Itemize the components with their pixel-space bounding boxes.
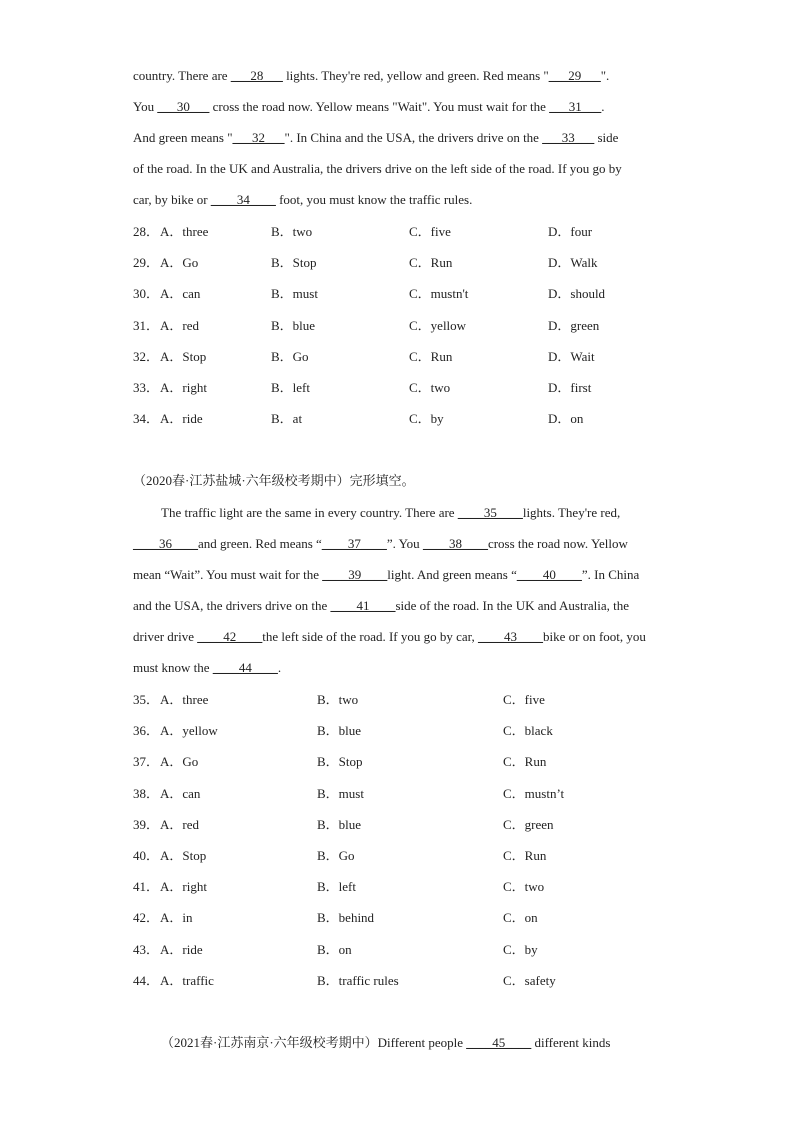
passage-text: ". (600, 68, 610, 83)
passage-line (133, 68, 609, 84)
passage-text: ”. In China (581, 567, 640, 582)
passage-text: ". In China and the USA, the drivers drive on the (284, 130, 543, 145)
passage-text: light. And green means “ (387, 567, 517, 582)
answer-option[interactable]: A．right (160, 380, 207, 395)
passage-text: lights. They're red, yellow and green. Red means " (282, 68, 549, 83)
question-number: 38． (133, 786, 160, 801)
answer-option[interactable]: A．in (160, 910, 193, 925)
answer-blank: ___31___ (549, 99, 602, 114)
answer-option[interactable]: C．mustn't (409, 286, 469, 301)
passage-text: foot, you must know the traffic rules. (275, 192, 473, 207)
answer-option[interactable]: D．green (548, 318, 600, 333)
question-number: 34． (133, 411, 160, 426)
answer-blank: ____39____ (322, 567, 388, 582)
answer-blank: ____44____ (212, 660, 278, 675)
answer-blank: ____45____ (466, 1035, 532, 1050)
answer-blank: ____35____ (457, 505, 523, 520)
answer-option[interactable]: C．green (503, 817, 554, 832)
answer-option[interactable]: B．must (317, 786, 364, 801)
answer-option[interactable]: C．two (409, 380, 451, 395)
question-number: 35． (133, 692, 160, 707)
question-number: 29． (133, 255, 160, 270)
answer-option[interactable]: A．ride (160, 411, 203, 426)
answer-option[interactable]: D．on (548, 411, 584, 426)
answer-option[interactable]: C．mustn’t (503, 786, 565, 801)
question-number: 40． (133, 848, 160, 863)
answer-blank: ___32___ (232, 130, 285, 145)
answer-option[interactable]: B．Go (271, 349, 309, 364)
answer-option[interactable]: D．Wait (548, 349, 595, 364)
passage-text: cross the road now. Yellow means "Wait". You must wait for the (209, 99, 550, 114)
answer-option[interactable]: C．five (409, 224, 451, 239)
question-number: 33． (133, 380, 160, 395)
answer-blank: ____36____ (133, 536, 198, 551)
answer-option[interactable]: C．Run (409, 255, 453, 270)
passage-text: bike or on foot, you (542, 629, 646, 644)
answer-option[interactable]: A．Stop (160, 848, 207, 863)
passage-line (133, 660, 281, 676)
answer-option[interactable]: B．must (271, 286, 318, 301)
answer-option[interactable]: A．red (160, 318, 199, 333)
passage-text: （2021春·江苏南京·六年级校考期中）Different people (161, 1035, 467, 1050)
answer-option[interactable]: C．yellow (409, 318, 467, 333)
passage-text: side (594, 130, 619, 145)
passage-text: mean “Wait”. You must wait for the (133, 567, 323, 582)
answer-option[interactable]: B．left (271, 380, 310, 395)
passage-text: cross the road now. Yellow (487, 536, 628, 551)
answer-option[interactable]: A．traffic (160, 973, 214, 988)
passage-text: lights. They're red, (522, 505, 621, 520)
answer-option[interactable]: D．Walk (548, 255, 598, 270)
answer-option[interactable]: D．should (548, 286, 606, 301)
passage-text: . (277, 660, 282, 675)
question-number: 37． (133, 754, 160, 769)
answer-option[interactable]: A．right (160, 879, 207, 894)
answer-option[interactable]: B．Stop (271, 255, 317, 270)
answer-option[interactable]: B．on (317, 942, 352, 957)
answer-option[interactable]: C．on (503, 910, 538, 925)
passage-text: country. There are (133, 68, 231, 83)
answer-option[interactable]: A．Go (160, 754, 199, 769)
question-number: 32． (133, 349, 160, 364)
answer-option[interactable]: B．blue (317, 723, 362, 738)
answer-option[interactable]: C．two (503, 879, 545, 894)
passage-line (133, 629, 646, 645)
answer-option[interactable]: A．Go (160, 255, 199, 270)
question-number: 44． (133, 973, 160, 988)
answer-option[interactable]: A．three (160, 692, 209, 707)
passage-line (133, 598, 629, 614)
answer-option[interactable]: C．Run (503, 754, 547, 769)
answer-option[interactable]: C．black (503, 723, 553, 738)
answer-option[interactable]: B．two (271, 224, 313, 239)
answer-blank: ___29___ (548, 68, 601, 83)
question-number: 36． (133, 723, 160, 738)
passage-text: driver drive (133, 629, 198, 644)
passage-text: . (601, 99, 605, 114)
answer-option[interactable]: B．Stop (317, 754, 363, 769)
passage-text: the left side of the road. If you go by car, (262, 629, 478, 644)
question-number: 42． (133, 910, 160, 925)
answer-blank: ____43____ (477, 629, 543, 644)
passage-line (133, 99, 604, 115)
passage-line (133, 192, 472, 208)
passage-line (133, 130, 618, 146)
question-number: 30． (133, 286, 160, 301)
answer-blank: ___30___ (157, 99, 210, 114)
answer-option[interactable]: C．by (503, 942, 538, 957)
answer-option[interactable]: B．Go (317, 848, 355, 863)
answer-option[interactable]: B．blue (271, 318, 316, 333)
answer-option[interactable]: A．can (160, 286, 201, 301)
question-number: 43． (133, 942, 160, 957)
passage-text: and the USA, the drivers drive on the (133, 598, 331, 613)
answer-blank: ____41____ (330, 598, 396, 613)
answer-blank: ____38____ (422, 536, 488, 551)
answer-option[interactable]: C．Run (503, 848, 547, 863)
answer-option[interactable]: B．at (271, 411, 303, 426)
passage-text: and green. Red means “ (198, 536, 322, 551)
question-number: 31． (133, 318, 160, 333)
passage-text: The traffic light are the same in every country. There are (161, 505, 458, 520)
answer-option[interactable]: C．by (409, 411, 444, 426)
answer-blank: ____34____ (210, 192, 276, 207)
answer-blank: ___33___ (542, 130, 595, 145)
section-heading: （2020春·江苏盐城·六年级校考期中）完形填空。 (133, 473, 415, 488)
passage-text: You (133, 99, 158, 114)
passage-line (133, 567, 639, 583)
answer-option[interactable]: B．blue (317, 817, 362, 832)
passage-line (133, 161, 622, 177)
question-number: 39． (133, 817, 160, 832)
question-number: 28． (133, 224, 160, 239)
answer-option[interactable]: C．five (503, 692, 545, 707)
answer-option[interactable]: A．Stop (160, 349, 207, 364)
passage-text: And green means " (133, 130, 233, 145)
passage-text: ”. You (386, 536, 423, 551)
question-number: 41． (133, 879, 160, 894)
passage-line (133, 536, 628, 552)
passage-text: must know the (133, 660, 213, 675)
passage-text: of the road. In the UK and Australia, the drivers drive on the left side of the road. If you go by (133, 161, 622, 176)
answer-option[interactable]: A．three (160, 224, 209, 239)
answer-option[interactable]: B．behind (317, 910, 375, 925)
answer-option[interactable]: B．traffic rules (317, 973, 399, 988)
passage-text: car, by bike or (133, 192, 211, 207)
passage-text: side of the road. In the UK and Australia, the (395, 598, 630, 613)
answer-option[interactable]: B．two (317, 692, 359, 707)
answer-option[interactable]: C．safety (503, 973, 556, 988)
answer-blank: ____37____ (321, 536, 387, 551)
answer-blank: ____40____ (516, 567, 582, 582)
passage-line (161, 505, 620, 521)
passage-text: different kinds (531, 1035, 611, 1050)
answer-option[interactable]: A．ride (160, 942, 203, 957)
answer-blank: ___28___ (230, 68, 283, 83)
answer-option[interactable]: A．red (160, 817, 199, 832)
answer-option[interactable]: B．left (317, 879, 356, 894)
answer-blank: ____42____ (197, 629, 263, 644)
answer-option[interactable]: D．four (548, 224, 593, 239)
section-heading (161, 1035, 610, 1051)
answer-option[interactable]: C．Run (409, 349, 453, 364)
answer-option[interactable]: A．can (160, 786, 201, 801)
answer-option[interactable]: D．first (548, 380, 592, 395)
answer-option[interactable]: A．yellow (160, 723, 218, 738)
